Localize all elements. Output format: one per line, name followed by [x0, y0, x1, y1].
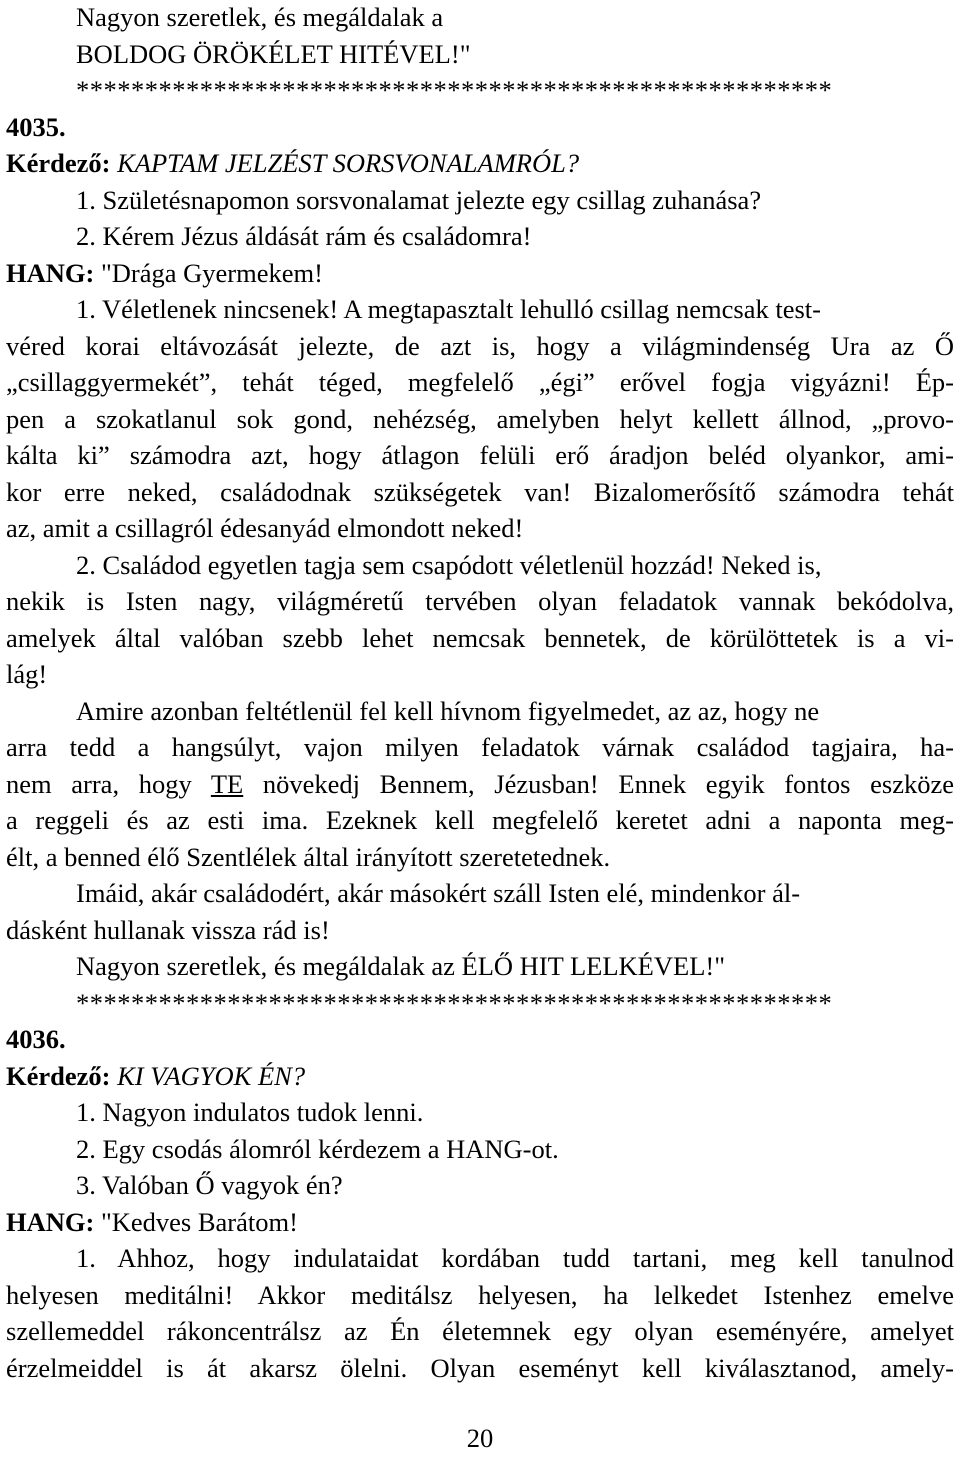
- asker-label: Kérdező:: [6, 148, 111, 178]
- asker-label: Kérdező:: [6, 1060, 111, 1091]
- text-line: 1. Ahhoz, hogy indulataidat kordában tudd tartani, meg kell tanulnod: [76, 1243, 954, 1273]
- closing-line: BOLDOG ÖRÖKÉLET HITÉVEL!": [76, 38, 471, 69]
- text-line: amelyek által valóban szebb lehet nemcsak bennetek, de körülöttetek is a vi-: [6, 622, 954, 653]
- voice-greeting: "Kedves Barátom!: [100, 1206, 298, 1237]
- text-line: lág!: [6, 659, 48, 689]
- entry-number: 4035.: [6, 111, 66, 142]
- question-item: 3. Valóban Ő vagyok én?: [76, 1170, 343, 1200]
- separator: *******************************************************: [76, 75, 833, 105]
- entry-number: 4036.: [6, 1024, 66, 1054]
- asker-line: [6, 1058, 954, 1095]
- voice-label: HANG:: [6, 257, 95, 288]
- text-line: Amire azonban feltétlenül fel kell hívnom figyelmedet, az az, hogy ne: [76, 695, 820, 726]
- text-line: 2. Családod egyetlen tagja sem csapódott véletlenül hozzád! Neked is,: [76, 549, 822, 580]
- text-line: a reggeli és az esti ima. Ezeknek kell megfelelő keretet adni a naponta meg-: [6, 805, 954, 835]
- text-line: kálta ki” számodra azt, hogy átlagon felüli erő áradjon beléd olyankor, ami-: [6, 440, 954, 470]
- text-line: „csillaggyermekét”, tehát téged, megfelelő „égi” erővel fogja vigyázni! Ép-: [6, 367, 954, 397]
- question-item: 2. Kérem Jézus áldását rám és családomra!: [76, 221, 532, 251]
- text-line: kor erre neked, családodnak szükségetek van! Bizalomerősítő számodra tehát: [6, 476, 954, 507]
- asker-question: KI VAGYOK ÉN?: [117, 1060, 306, 1091]
- text-fragment: nem arra, hogy: [6, 768, 211, 799]
- text-line: arra tedd a hangsúlyt, vajon milyen feladatok várnak családod tagjaira, ha-: [6, 732, 954, 762]
- text-line: az, amit a csillagról édesanyád elmondott neked!: [6, 513, 524, 543]
- closing-line: Nagyon szeretlek, és megáldalak az ÉLŐ HIT LELKÉVEL!": [76, 951, 726, 981]
- text-line: szellemeddel rákoncentrálsz az Én életemnek egy olyan eseményére, amelyet: [6, 1316, 954, 1346]
- text-line: érzelmeiddel is át akarsz ölelni. Olyan eseményt kell kiválasztanod, amely-: [6, 1352, 954, 1383]
- text-line: nekik is Isten nagy, világméretű tervében olyan feladatok vannak bekódolva,: [6, 586, 954, 616]
- voice-line: [6, 255, 954, 292]
- emphasis-word: TE: [210, 768, 244, 799]
- text-fragment: növekedj Bennem, Jézusban! Ennek egyik fontos eszköze: [243, 768, 954, 799]
- voice-greeting: "Drága Gyermekem!: [100, 257, 323, 288]
- text-line: pen a szokatlanul sok gond, nehézség, amelyben helyt kellett állnod, „provo-: [6, 403, 954, 434]
- text-line: helyesen meditálni! Akkor meditálsz helyesen, ha lelkedet Istenhez emelve: [6, 1279, 954, 1310]
- text-line: [6, 766, 954, 803]
- voice-line: [6, 1204, 954, 1241]
- question-item: 1. Születésnapomon sorsvonalamat jelezte egy csillag zuhanása?: [76, 184, 762, 215]
- question-item: 1. Nagyon indulatos tudok lenni.: [76, 1097, 424, 1127]
- text-line: véred korai eltávozását jelezte, de azt is, hogy a világmindenség Ura az Ő: [6, 330, 954, 361]
- question-item: 2. Egy csodás álomról kérdezem a HANG-ot.: [76, 1133, 559, 1164]
- asker-line: [6, 145, 954, 182]
- closing-line: Nagyon szeretlek, és megáldalak a: [76, 2, 444, 32]
- separator: *******************************************************: [76, 987, 833, 1018]
- document-page: [6, 0, 954, 1386]
- page-number: 20: [466, 1423, 494, 1453]
- text-line: dásként hullanak vissza rád is!: [6, 914, 330, 945]
- text-line: 1. Véletlenek nincsenek! A megtapasztalt lehulló csillag nemcsak test-: [76, 294, 821, 324]
- text-line: Imáid, akár családodért, akár másokért száll Isten elé, mindenkor ál-: [76, 878, 801, 908]
- asker-question: KAPTAM JELZÉST SORSVONALAMRÓL?: [117, 148, 580, 178]
- voice-label: HANG:: [6, 1206, 95, 1237]
- text-line: élt, a benned élő Szentlélek által irányított szeretetednek.: [6, 841, 611, 872]
